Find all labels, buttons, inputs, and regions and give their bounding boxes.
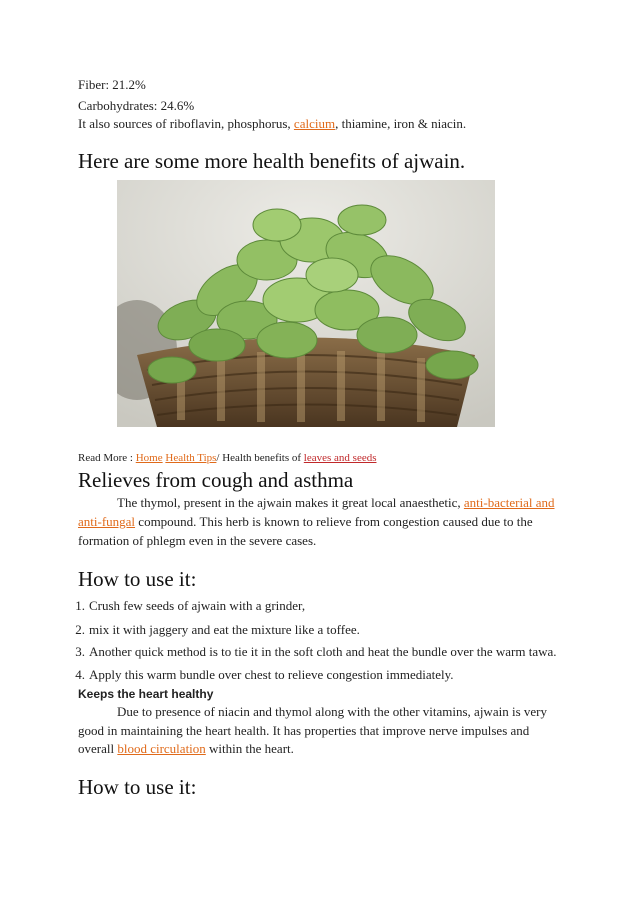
read-more-prefix: Read More : (78, 452, 136, 464)
cough-line-3: formation of phlegm even in the severe cases. (78, 533, 317, 548)
list-item (75, 666, 454, 684)
read-more-line (78, 451, 377, 465)
list-number: 4. (75, 667, 85, 682)
how-to-use-heading-1: How to use it: (78, 567, 197, 591)
home-link[interactable]: Home (135, 452, 163, 464)
list-item (75, 621, 360, 639)
heart-line-3 (78, 740, 294, 758)
list-number: 3. (75, 644, 85, 659)
health-tips-link[interactable]: Health Tips (165, 452, 217, 464)
cough-line-1-pre: The thymol, present in the ajwain makes it great local anaesthetic, (117, 495, 464, 510)
list-item (75, 643, 557, 661)
carbohydrates-text: Carbohydrates: 24.6% (78, 98, 195, 113)
sources-pre: It also sources of riboflavin, phosphorus, (78, 116, 294, 131)
list-text: mix it with jaggery and eat the mixture like a toffee. (89, 622, 360, 637)
list-number: 1. (75, 598, 85, 613)
fiber-text: Fiber: 21.2% (78, 77, 146, 92)
cough-line-2 (78, 513, 533, 531)
cough-line-2-post: compound. This herb is known to relieve from congestion caused due to the (135, 514, 533, 529)
heart-line-3-pre: overall (78, 741, 118, 756)
list-number: 2. (75, 622, 85, 637)
anti-bacterial-link[interactable]: anti-bacterial and (463, 495, 555, 510)
heart-line-2: good in maintaining the heart health. It has properties that improve nerve impulses and (78, 723, 530, 738)
blood-circulation-link[interactable]: blood circulation (117, 741, 206, 756)
heart-line-3-post: within the heart. (205, 741, 294, 756)
heart-heading: Keeps the heart healthy (78, 687, 214, 701)
benefits-heading: Here are some more health benefits of ajwain. (78, 149, 466, 173)
list-text: Another quick method is to tie it in the soft cloth and heat the bundle over the warm tawa. (89, 644, 557, 659)
sources-post: , thiamine, iron & niacin. (335, 116, 467, 131)
ajwain-plant-illustration (117, 180, 495, 427)
list-item (75, 597, 306, 615)
list-text: Apply this warm bundle over chest to relieve congestion immediately. (89, 667, 454, 682)
sources-text (78, 115, 466, 133)
anti-fungal-link[interactable]: anti-fungal (78, 514, 136, 529)
heart-line-1: Due to presence of niacin and thymol along with the other vitamins, ajwain is very (117, 704, 547, 719)
list-text: Crush few seeds of ajwain with a grinder, (89, 598, 306, 613)
how-to-use-heading-2: How to use it: (78, 775, 197, 799)
cough-heading: Relieves from cough and asthma (78, 468, 354, 492)
calcium-link[interactable]: calcium (293, 116, 336, 131)
read-more-sep: / Health benefits of (216, 452, 304, 464)
leaves-seeds-link[interactable]: leaves and seeds (303, 452, 377, 464)
ajwain-plant-image (117, 180, 495, 427)
cough-line-1 (117, 494, 555, 512)
